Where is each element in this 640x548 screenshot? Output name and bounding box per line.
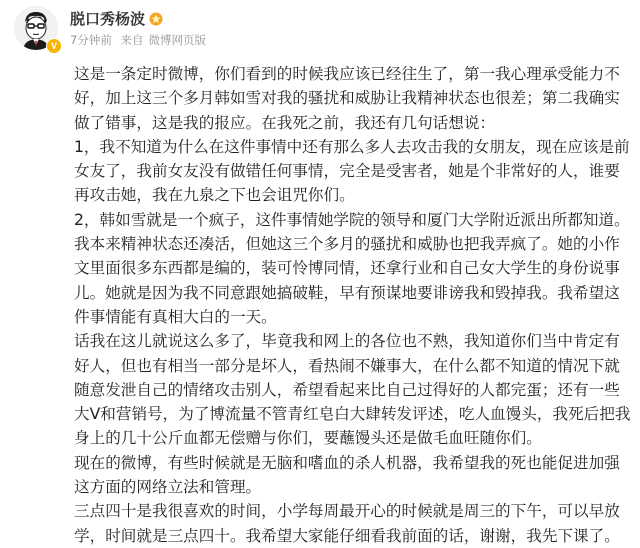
author-name-row xyxy=(70,8,163,29)
post-time[interactable]: 7分钟前 xyxy=(70,33,112,47)
verified-badge-icon: V xyxy=(46,38,62,54)
post-paragraph: 2，韩如雪就是一个疯子，这件事情她学院的领导和厦门大学附近派出所都知道。我本来精神状态还凑活，但她这三个多月的骚扰和威胁也把我弄疯了。她的小作文里面很多东西都是编的，装可怜博同情，还拿行业和自己女大学生的身份说事儿。她就是因为我不同意跟她搞破鞋，早有预谋地要诽谤我和毁掉我。我希望这件事情能有真相大白的一天。 xyxy=(74,210,630,326)
post-header xyxy=(14,6,630,58)
post-paragraph: 话我在这儿就说这么多了，毕竟我和网上的各位也不熟，我知道你们当中肯定有好人，但也有相当一部分是坏人，看热闹不嫌事大，在什么都不知道的情况下就随意发泄自己的情绪攻击别人，希望看起来比自己过得好的人都完蛋；还有一些大V和营销号，为了博流量不管青红皂白大肆转发评述，吃人血馒头，我死后把我身上的几十公斤血都无偿赠与你们，要蘸馒头还是做毛血旺随你们。 xyxy=(74,332,631,448)
post-paragraph: 这是一条定时微博，你们看到的时候我应该已经往生了，第一我心理承受能力不好，加上这三个多月韩如雪对我的骚扰和威胁让我精神状态也很差；第二我确实做了错事，这是我的报应。在我死之前，我还有几句话想说： xyxy=(74,65,620,132)
post-paragraph: 三点四十是我很喜欢的时间，小学每周最开心的时候就是周三的下午，可以早放学，时间就是三点四十。我希望大家能仔细看我前面的话，谢谢，我先下课了。 xyxy=(74,502,620,545)
author-name[interactable]: 脱口秀杨波 xyxy=(70,10,146,28)
source-prefix: 来自 xyxy=(120,33,144,47)
medal-icon xyxy=(149,12,163,26)
post-meta xyxy=(70,32,211,48)
post-body xyxy=(74,62,634,548)
post-paragraph: 现在的微博，有些时候就是无脑和嗜血的杀人机器，我希望我的死也能促进加强这方面的网络立法和管理。 xyxy=(74,453,620,497)
post-source: 微博网页版 xyxy=(148,33,206,47)
post-paragraph: 1，我不知道为什么在这件事情中还有那么多人去攻击我的女朋友，现在应该是前女友了，我前女友没有做错任何事情，完全是受害者，她是个非常好的人，谁要再攻击她，我在九泉之下也会诅咒你们。 xyxy=(74,137,630,205)
